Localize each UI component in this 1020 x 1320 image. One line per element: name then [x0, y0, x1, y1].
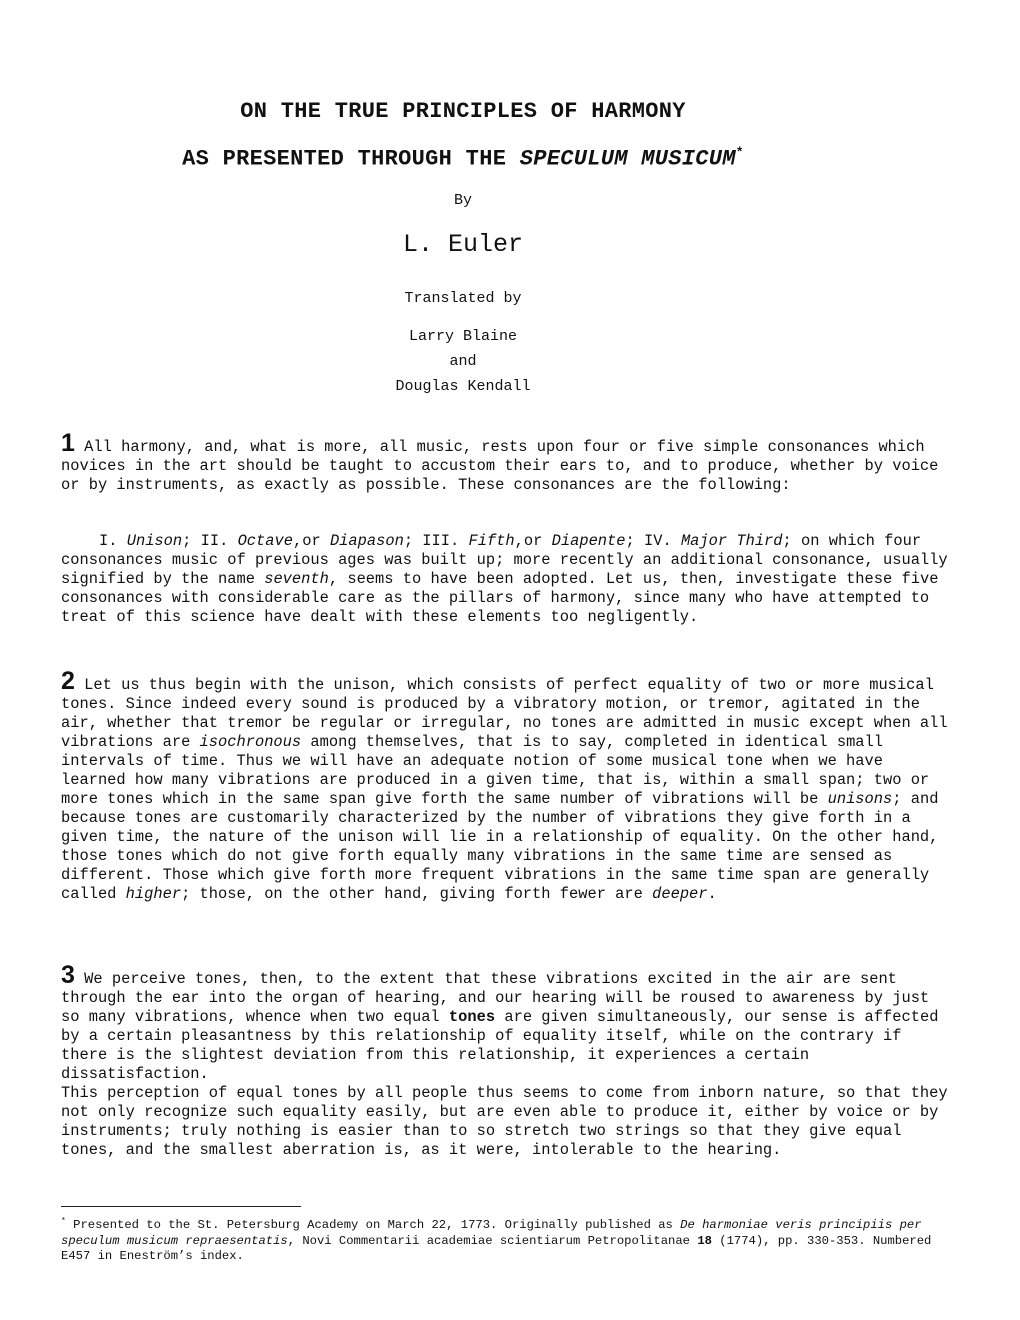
list-numeral-3: ; III.	[403, 532, 469, 550]
or-2: ,or	[514, 532, 552, 550]
term-octave: Octave	[237, 532, 293, 550]
term-higher: higher	[125, 885, 182, 903]
title-line-2	[0, 145, 926, 171]
or-1: ,or	[292, 532, 330, 550]
list-numeral-4: ; IV.	[625, 532, 681, 550]
term-diapason: Diapason	[329, 532, 404, 550]
footnote-text-1: Presented to the St. Petersburg Academy on March 22, 1773. Originally published as	[65, 1218, 681, 1233]
term-isochronous: isochronous	[199, 733, 302, 751]
footnote-latin-title: De harmoniae veris principiis per speculum musicum repraesentatis	[61, 1218, 922, 1248]
list-numeral-1: I.	[99, 532, 127, 550]
term-seventh: seventh	[264, 570, 329, 588]
and-label: and	[449, 353, 477, 370]
section-3-paragraph	[61, 961, 956, 1160]
term-unison: Unison	[126, 532, 183, 550]
section-1-number: 1	[61, 429, 75, 457]
list-numeral-2: ; II.	[182, 532, 238, 550]
section-2-number: 2	[61, 667, 75, 695]
consonance-text-1: ; on which four consonances music of previous ages was built up; more recently an additional consonance, usually signified by the name	[61, 532, 948, 588]
section-3-text-1: We perceive tones, then, to the extent that these vibrations excited in the air are sent through the ear into the organ of hearing, and our hearing will be roused to awareness by just so many vibrations, whence when two equal	[61, 970, 930, 1026]
footnote-marker: *	[61, 1217, 66, 1226]
translator-2: Douglas Kendall	[395, 378, 531, 395]
footnote-text-2: , Novi Commentarii academiae scientiarum Petropolitanae	[287, 1233, 698, 1248]
footnote-text-3: (1774), pp. 330-353. Numbered E457 in Eneström’s index.	[61, 1233, 932, 1264]
term-major-third: Major Third	[680, 532, 783, 550]
section-2-text-1: Let us thus begin with the unison, which consists of perfect equality of two or more musical tones. Since indeed every sound is produced by a vibratory motion, or tremor, agitated in the air, whether that tremor be regular or irregular, no tones are admitted in music except when all vibrations are	[61, 676, 948, 751]
consonance-text-2: , seems to have been adopted. Let us, then, investigate these five consonances with considerable care as the pillars of harmony, since many who have attempted to treat of this science have dealt with these elements too negligently.	[61, 570, 939, 626]
term-deeper: deeper	[652, 885, 708, 903]
translator-1: Larry Blaine	[408, 328, 518, 345]
consonance-list-paragraph	[61, 532, 956, 627]
author-name: L. Euler	[402, 230, 524, 259]
section-2-text-5: .	[707, 885, 717, 903]
term-fifth: Fifth	[468, 532, 515, 550]
section-1-paragraph	[61, 429, 956, 495]
section-2-text-2: among themselves, that is to say, completed in identical small intervals of time. Thus we will have an adequate notion of some musical tone when we have learned how many vibrations are produced in a given time, that is, within a small span; two or more tones which in the same span give forth the same number of vibrations will be	[61, 733, 930, 808]
section-2-text-4: ; those, on the other hand, giving forth fewer are	[181, 885, 653, 903]
section-3-text-2: are given simultaneously, our sense is affected by a certain pleasantness by this relationship of equality itself, while on the contrary if there is the slightest deviation from this relationship, it experiences a certain dissatisfaction.	[61, 1008, 939, 1083]
term-unisons: unisons	[827, 790, 893, 808]
title-line-2-prefix: AS PRESENTED THROUGH THE	[182, 146, 520, 172]
title-line-1: ON THE TRUE PRINCIPLES OF HARMONY	[240, 99, 686, 124]
by-label: By	[453, 192, 472, 209]
section-3-text-3: This perception of equal tones by all people thus seems to come from inborn nature, so that they not only recognize such equality easily, but are even able to produce it, either by voice or by instruments; truly nothing is easier than to so stretch two strings so that they give equal tones, and the smallest aberration is, as it were, intolerable to the hearing.	[61, 1084, 948, 1159]
section-3-number: 3	[61, 961, 75, 989]
title-footnote-marker[interactable]: *	[735, 145, 744, 160]
section-2-text-3: ; and because tones are customarily characterized by the number of vibrations they give forth in a given time, the nature of the unison will lie in a relationship of equality. On the other hand, those tones which do not give forth equally many vibrations in the same time are sensed as different. Those which give forth more frequent vibrations in the same time span are generally called	[61, 790, 939, 903]
title-speculum-musicum: SPECULUM MUSICUM	[519, 146, 736, 172]
translated-by-label: Translated by	[404, 290, 522, 307]
footnote-volume: 18	[697, 1233, 712, 1248]
footnote-divider	[61, 1206, 301, 1207]
term-diapente: Diapente	[551, 532, 626, 550]
footnote	[61, 1214, 961, 1265]
section-1-text: All harmony, and, what is more, all music, rests upon four or five simple consonances which novices in the art should be taught to accustom their ears to, and to produce, whether by voice or by instruments, as exactly as possible. These consonances are the following:	[61, 438, 939, 494]
section-2-paragraph	[61, 667, 956, 904]
term-tones: tones	[448, 1008, 496, 1026]
